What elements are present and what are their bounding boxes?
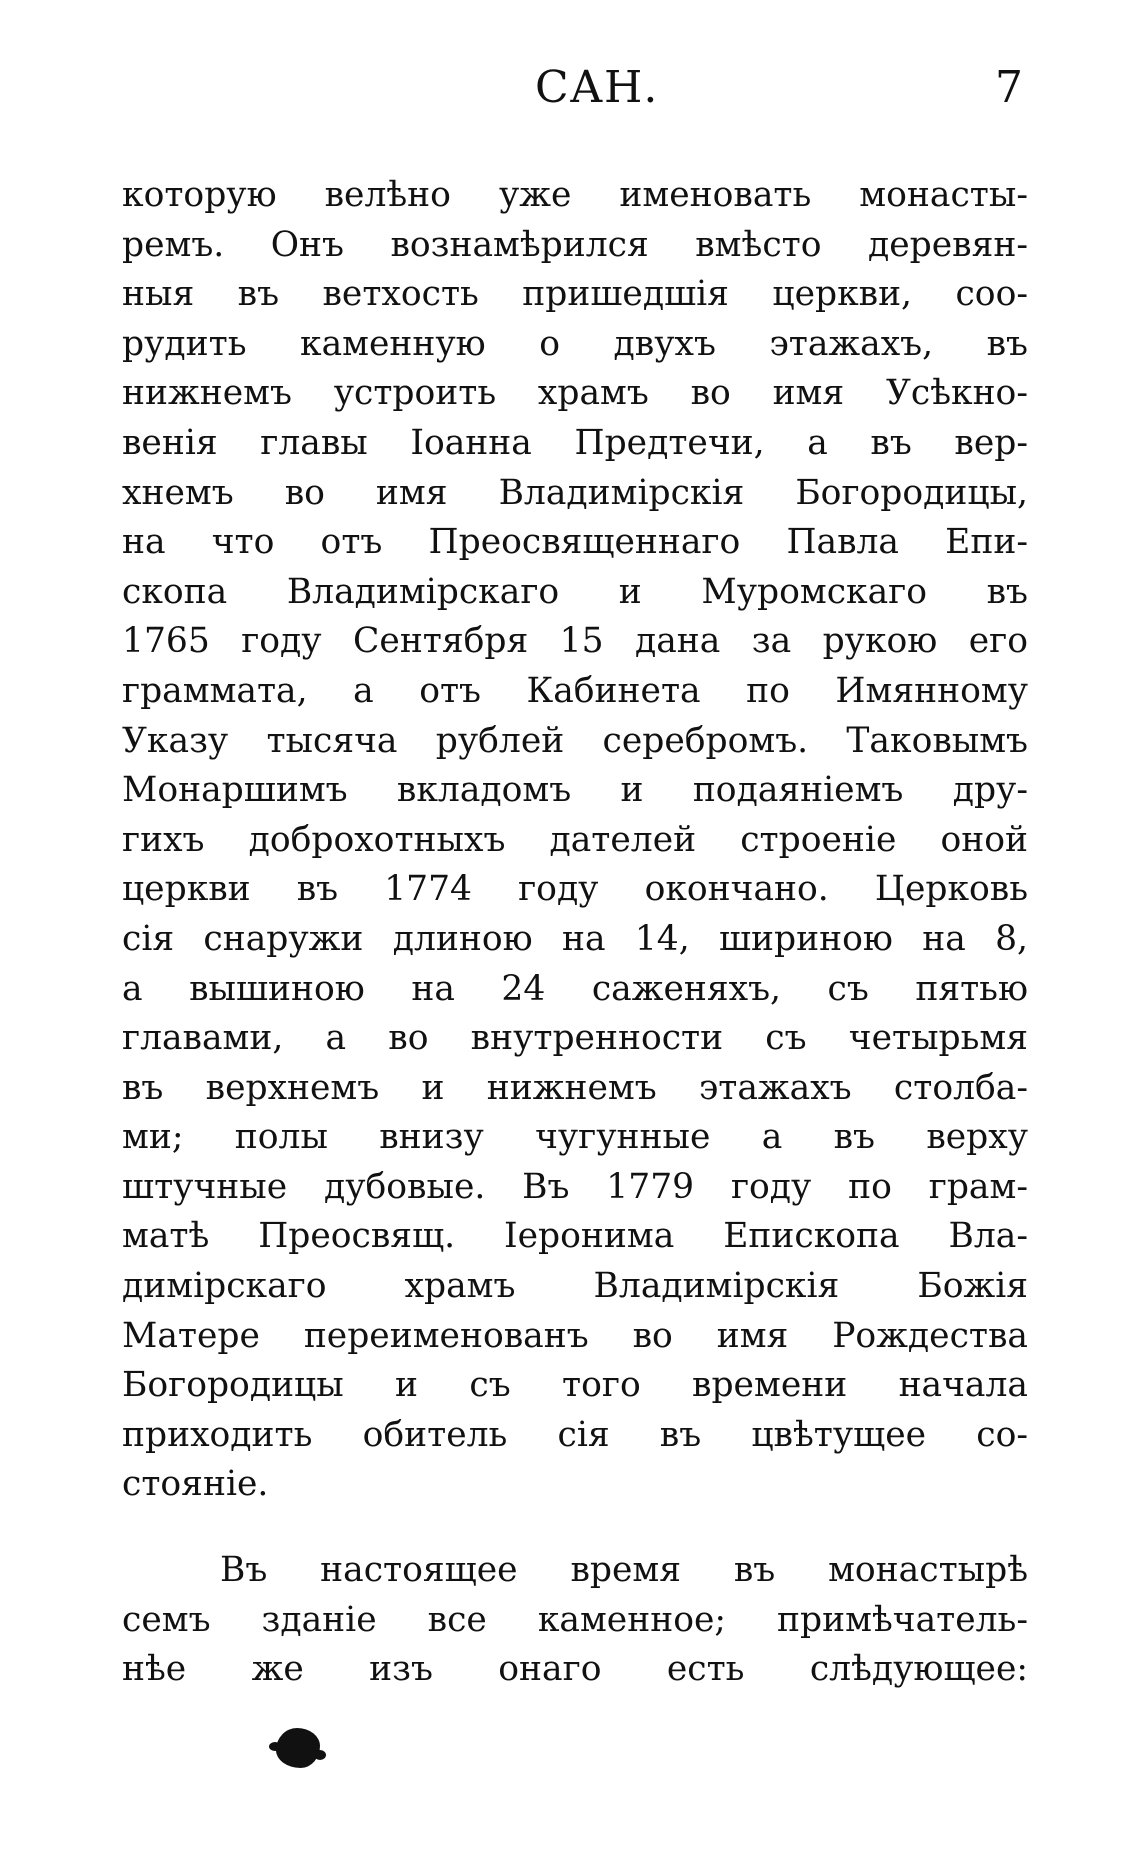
text-line: ремъ. Онъ вознамѣрился вмѣсто деревян- (122, 224, 1028, 265)
text-line: Богородицы и съ того времени начала (122, 1365, 1028, 1406)
text-line: Монаршимъ вкладомъ и подаяніемъ дру- (122, 770, 1028, 811)
text-line: гихъ доброхотныхъ дателей строеніе оной (122, 819, 1028, 860)
text-line: сія снаружи длиною на 14, шириною на 8, (122, 918, 1028, 959)
text-line: въ верхнемъ и нижнемъ этажахъ столба- (122, 1067, 1028, 1108)
text-line: штучные дубовые. Въ 1779 году по грам- (122, 1166, 1028, 1207)
text-line: церкви въ 1774 году окончано. Церковь (122, 869, 1028, 910)
text-line: нижнемъ устроить храмъ во имя Усѣкно- (122, 373, 1028, 414)
text-line: приходить обитель сія въ цвѣтущее со- (122, 1414, 1028, 1455)
text-line: на что отъ Преосвященнаго Павла Епи- (122, 522, 1028, 563)
text-line: рудить каменную о двухъ этажахъ, въ (122, 323, 1028, 364)
text-line: ми; полы внизу чугунные а въ верху (122, 1117, 1028, 1158)
running-head: САН. (535, 62, 659, 113)
text-line: семъ зданіе все каменное; примѣчатель- (122, 1599, 1028, 1640)
text-line: димірскаго храмъ Владимірскія Божія (122, 1266, 1028, 1307)
ink-blot-mark (276, 1728, 320, 1768)
paragraph-1 (122, 171, 1028, 1510)
paragraph-2 (122, 1546, 1028, 1695)
text-line: главами, а во внутренности съ четырьмя (122, 1018, 1028, 1059)
text-line: Указу тысяча рублей серебромъ. Таковымъ (122, 720, 1028, 761)
text-line: 1765 году Сентября 15 дана за рукою его (122, 621, 1028, 662)
text-line: скопа Владимірскаго и Муромскаго въ (122, 571, 1028, 612)
text-line: Матере переименованъ во имя Рождества (122, 1315, 1028, 1356)
page-number: 7 (995, 62, 1023, 113)
text-line: нѣе же изъ онаго есть слѣдующее: (122, 1649, 1028, 1690)
text-line: которую велѣно уже именовать монасты- (122, 175, 1028, 215)
text-line: ныя въ ветхость пришедшія церкви, соо- (122, 274, 1028, 315)
text-line: стояніе. (122, 1464, 269, 1505)
body-text (122, 171, 1028, 1695)
text-line: а вышиною на 24 саженяхъ, съ пятью (122, 968, 1028, 1009)
paragraph-gap (122, 1510, 1028, 1546)
text-line: граммата, а отъ Кабинета по Имянному (122, 670, 1028, 711)
text-line: венія главы Іоанна Предтечи, а въ вер- (122, 422, 1028, 463)
text-line: хнемъ во имя Владимірскія Богородицы, (122, 472, 1028, 513)
text-line: матѣ Преосвящ. Іеронима Епископа Вла- (122, 1216, 1028, 1257)
text-line: Въ настоящее время въ монастырѣ (220, 1550, 1028, 1591)
page-header (0, 62, 1140, 122)
